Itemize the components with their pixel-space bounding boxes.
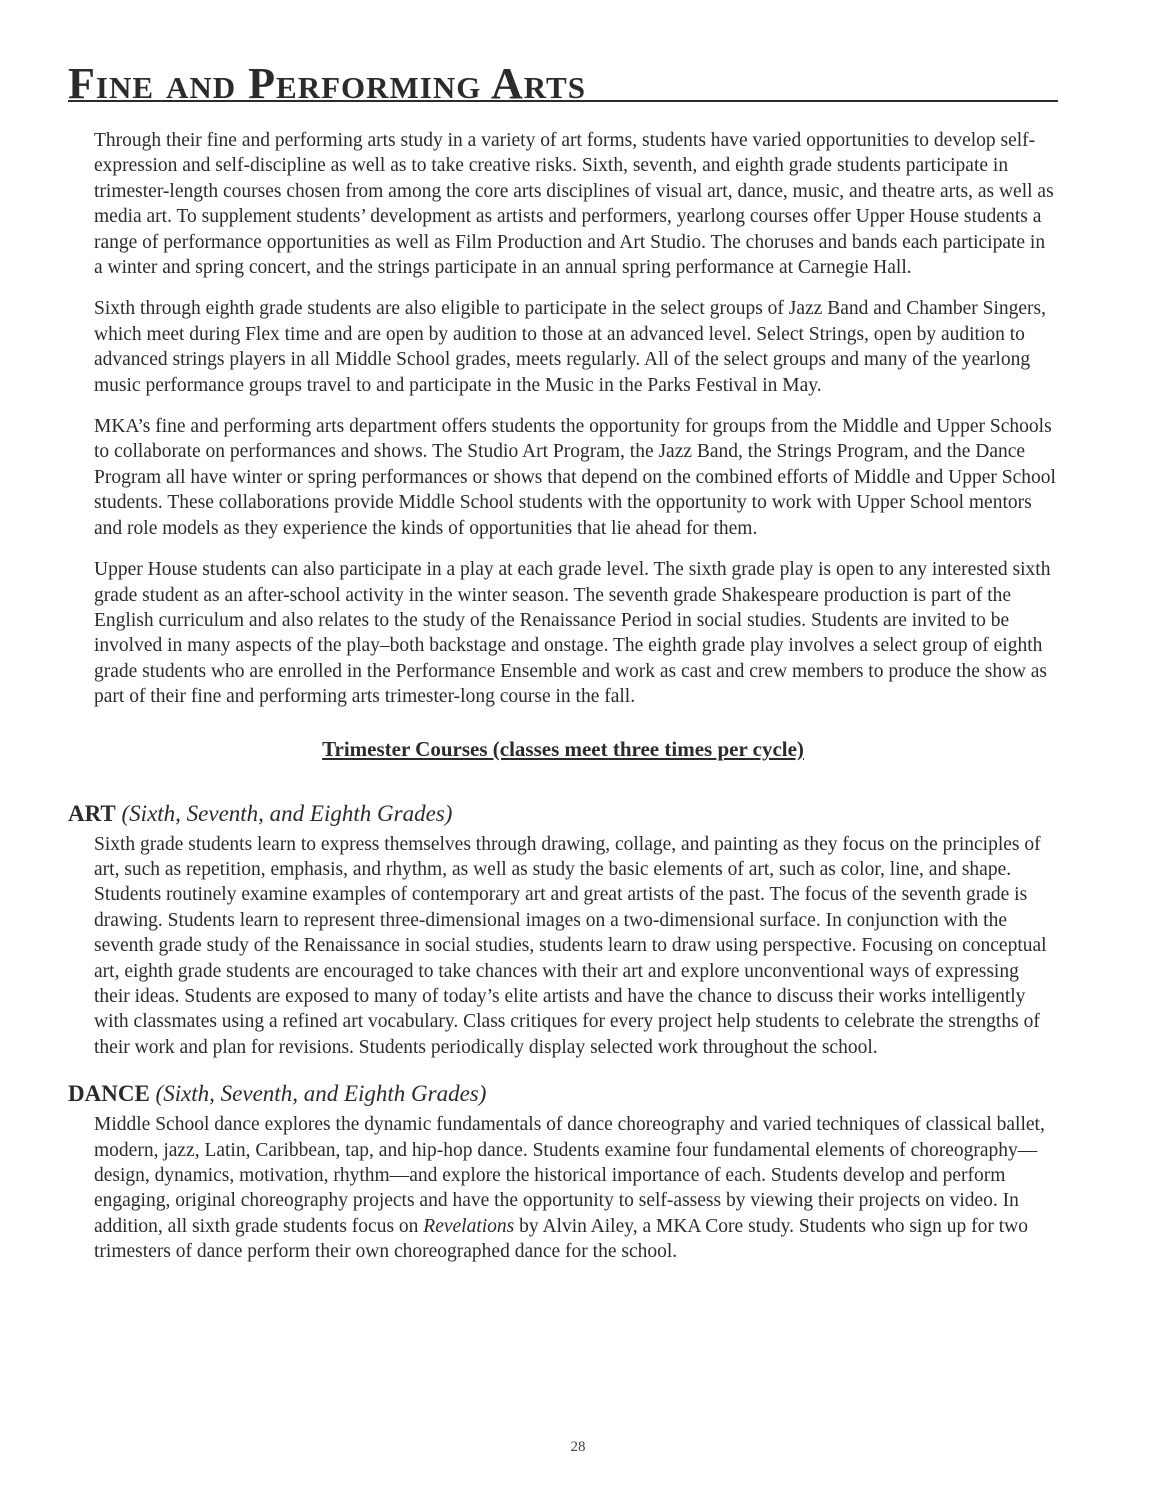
- intro-paragraph-2: Sixth through eighth grade students are also eligible to participate in the select groups of Jazz Band and Chamber Singers, which meet during Flex time and are open by audition to those at an advanced level. Select Strings, open by audition to advanced strings players in all Middle School grades, meets regularly. All of the select groups and many of the yearlong music performance groups travel to and participate in the Music in the Parks Festival in May.: [94, 298, 1047, 396]
- intro-paragraph-1: Through their fine and performing arts study in a variety of art forms, students have varied opportunities to develop self-expression and self-discipline as well as to take creative risks. Sixth, seventh, and eighth grade students participate in trimester-length courses chosen from among the core arts disciplines of visual art, dance, music, and theatre arts, as well as media art. To supplement students’ development as artists and performers, yearlong courses offer Upper House students a range of performance opportunities as well as Film Production and Art Studio. The choruses and bands each participate in a winter and spring concert, and the strings participate in an annual spring performance at Carnegie Hall.: [94, 130, 1054, 279]
- course-dance-grades: (Sixth, Seventh, and Eighth Grades): [155, 1081, 487, 1107]
- intro-paragraph-4: Upper House students can also participate in a play at each grade level. The sixth grade play is open to any interested sixth grade student as an after-school activity in the winter season. The seventh grade Shakespeare production is part of the English curriculum and also relates to the study of the Renaissance Period in social studies. Students are invited to be involved in many aspects of the play–both backstage and onstage. The eighth grade play involves a select group of eighth grade students who are enrolled in the Performance Ensemble and work as cast and crew members to produce the show as part of their fine and performing arts trimester-long course in the fall.: [94, 559, 1051, 708]
- page-title: Fine and Performing Arts: [68, 59, 586, 108]
- title-rule: [68, 58, 1058, 108]
- course-art: [68, 800, 1058, 1061]
- main-content: [68, 128, 1058, 1285]
- course-dance-heading: [68, 1080, 1058, 1108]
- course-dance-name: DANCE: [68, 1081, 150, 1107]
- course-art-description: Sixth grade students learn to express themselves through drawing, collage, and painting as they focus on the principles of art, such as repetition, emphasis, and rhythm, as well as study the basic elements of art, such as color, line, and shape. Students routinely examine examples of contemporary art and great artists of the past. The focus of the seventh grade is drawing. Students learn to represent three-dimensional images on a two-dimensional surface. In conjunction with the seventh grade study of the Renaissance in social studies, students learn to draw using perspective. Focusing on conceptual art, eighth grade students are encouraged to take chances with their art and explore unconventional ways of expressing their ideas. Students are exposed to many of today’s elite artists and have the chance to discuss their works intelligently with classmates using a refined art vocabulary. Class critiques for every project help students to celebrate the strengths of their work and plan for revisions. Students periodically display selected work throughout the school.: [94, 833, 1047, 1058]
- course-dance-description-part-1: Middle School dance explores the dynamic fundamentals of dance choreography and varied techniques of classical ballet, modern, jazz, Latin, Caribbean, tap, and hip-hop dance. Students examine four fundamental elements of choreography—design, dynamics, motivation, rhythm—and explore the historical importance of each. Students develop and perform engaging, original choreography projects and have the opportunity to self-assess by viewing their projects on video. In addition, all sixth grade students focus on: [94, 1114, 1045, 1237]
- revelations-title: Revelations: [423, 1215, 515, 1237]
- intro-paragraph-3: MKA’s fine and performing arts department offers students the opportunity for groups from the Middle and Upper Schools to collaborate on performances and shows. The Studio Art Program, the Jazz Band, the Strings Program, and the Dance Program all have winter or spring performances or shows that depend on the combined efforts of Middle and Upper School students. These collaborations provide Middle School students with the opportunity to work with Upper School mentors and role models as they experience the kinds of opportunities that lie ahead for them.: [94, 416, 1056, 539]
- course-dance: [68, 1080, 1058, 1264]
- trimester-courses-heading: Trimester Courses (classes meet three times per cycle): [322, 736, 804, 761]
- page-number: 28: [570, 1439, 586, 1455]
- course-art-name: ART: [68, 800, 116, 826]
- course-art-heading: [68, 800, 1058, 828]
- course-dance-description-part-2: by Alvin Ailey, a MKA Core study. Students who sign up for two trimesters of dance perform their own choreographed dance for the school.: [94, 1215, 1028, 1263]
- course-dance-description: [94, 1112, 1058, 1264]
- course-art-grades: (Sixth, Seventh, and Eighth Grades): [121, 800, 453, 826]
